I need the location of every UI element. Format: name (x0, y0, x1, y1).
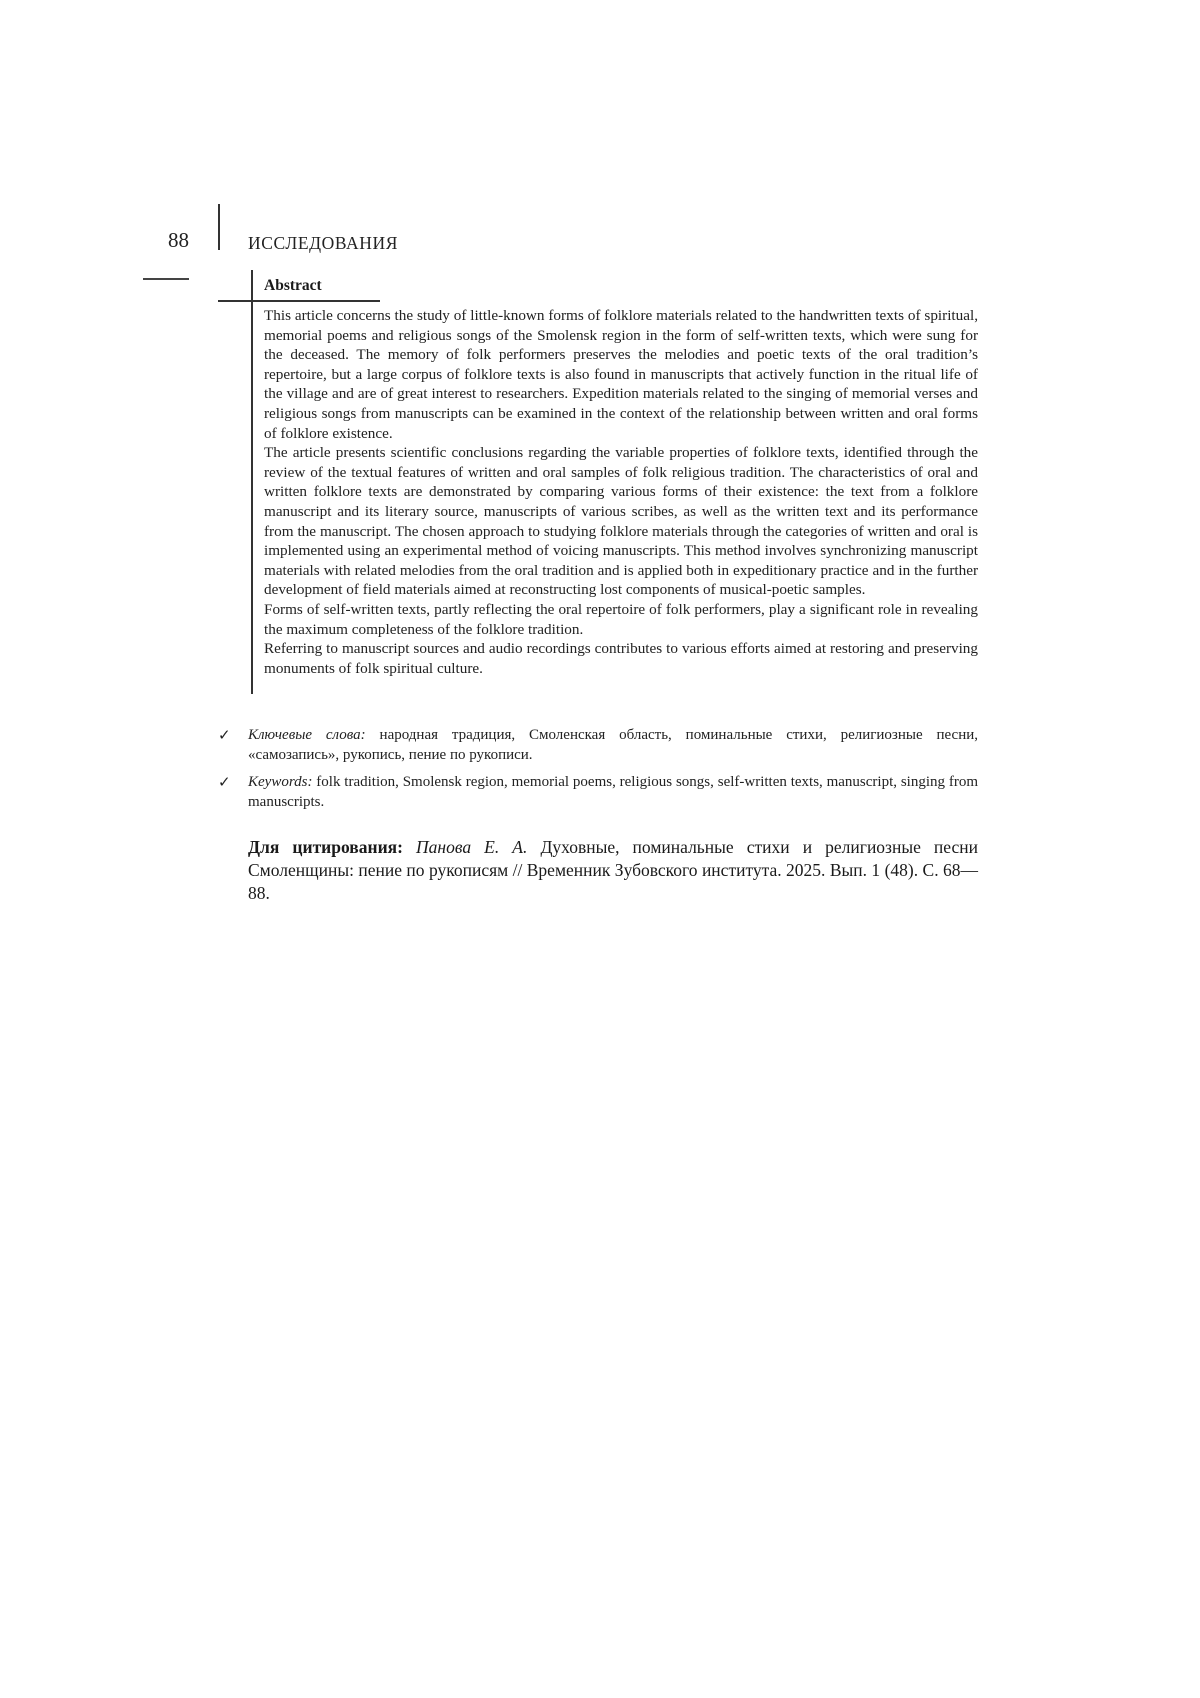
citation-label: Для цитирования: (248, 837, 403, 857)
abstract-heading: Abstract (264, 277, 322, 294)
abstract-side-rule (251, 270, 253, 694)
keywords-ru-label: Ключевые слова: (248, 727, 366, 743)
section-title: ИССЛЕДОВАНИЯ (248, 233, 399, 253)
keywords-en-label: Keywords: (248, 774, 313, 790)
abstract-paragraph: Forms of self-written texts, partly reflecting the oral repertoire of folk performers, play a significant role in revealing the maximum completeness of the folklore tradition. (264, 600, 978, 638)
checkmark-icon: ✓ (218, 726, 231, 744)
abstract-paragraph: This article concerns the study of little-known forms of folklore materials related to the handwritten texts of spiritual, memorial poems and religious songs of the Smolensk region in the form of self-written texts, which were sung for the deceased. The memory of folk performers preserves the melodies and poetic texts of the oral tradition’s repertoire, but a large corpus of folklore texts is also found in manuscripts that actively function in the ritual life of the village and are of great interest to researchers. Expedition materials related to the singing of memorial verses and religious songs from manuscripts can be examined in the context of the relationship between written and oral forms of folklore existence. (264, 307, 978, 442)
keywords-en (218, 772, 978, 812)
margin-rule (143, 278, 189, 280)
abstract-paragraph: Referring to manuscript sources and audio recordings contributes to various efforts aimed at restoring and preserving monuments of folk spiritual culture. (264, 640, 978, 677)
citation (248, 836, 978, 905)
abstract-body (264, 306, 978, 678)
abstract-heading-rule (218, 300, 380, 302)
header-divider (218, 204, 220, 250)
keywords-ru-text: народная традиция, Смоленская область, поминальные стихи, религиозные песни, «самозапись», рукопись, пение по рукописи. (248, 727, 978, 763)
keywords-list (218, 725, 978, 819)
citation-text: Духовные, поминальные стихи и религиозные песни Смоленщины: пение по рукописям // Временник Зубовского института. 2025. Вып. 1 (48). С. 68—88. (248, 837, 978, 903)
abstract-paragraph: The article presents scientific conclusions regarding the variable properties of folklore texts, identified through the review of the textual features of written and oral samples of folk religious tradition. The characteristics of oral and written folklore texts are demonstrated by comparing various forms of their existence: the text from a folklore manuscript and its literary source, manuscripts of various scribes, as well as the written text and its performance from the manuscript. The chosen approach to studying folklore materials through the categories of written and oral is implemented using an experimental method of voicing manuscripts. This method involves synchronizing manuscript materials with related melodies from the oral tradition and is applied both in expeditionary practice and in the further development of field materials aimed at reconstructing lost components of musical-poetic samples. (264, 444, 978, 599)
keywords-ru (218, 725, 978, 765)
keywords-en-text: folk tradition, Smolensk region, memorial poems, religious songs, self-written texts, manuscript, singing from manuscripts. (248, 774, 979, 810)
citation-author: Панова Е. А. (416, 837, 528, 857)
checkmark-icon: ✓ (218, 773, 231, 791)
page-number: 88 (168, 228, 189, 252)
